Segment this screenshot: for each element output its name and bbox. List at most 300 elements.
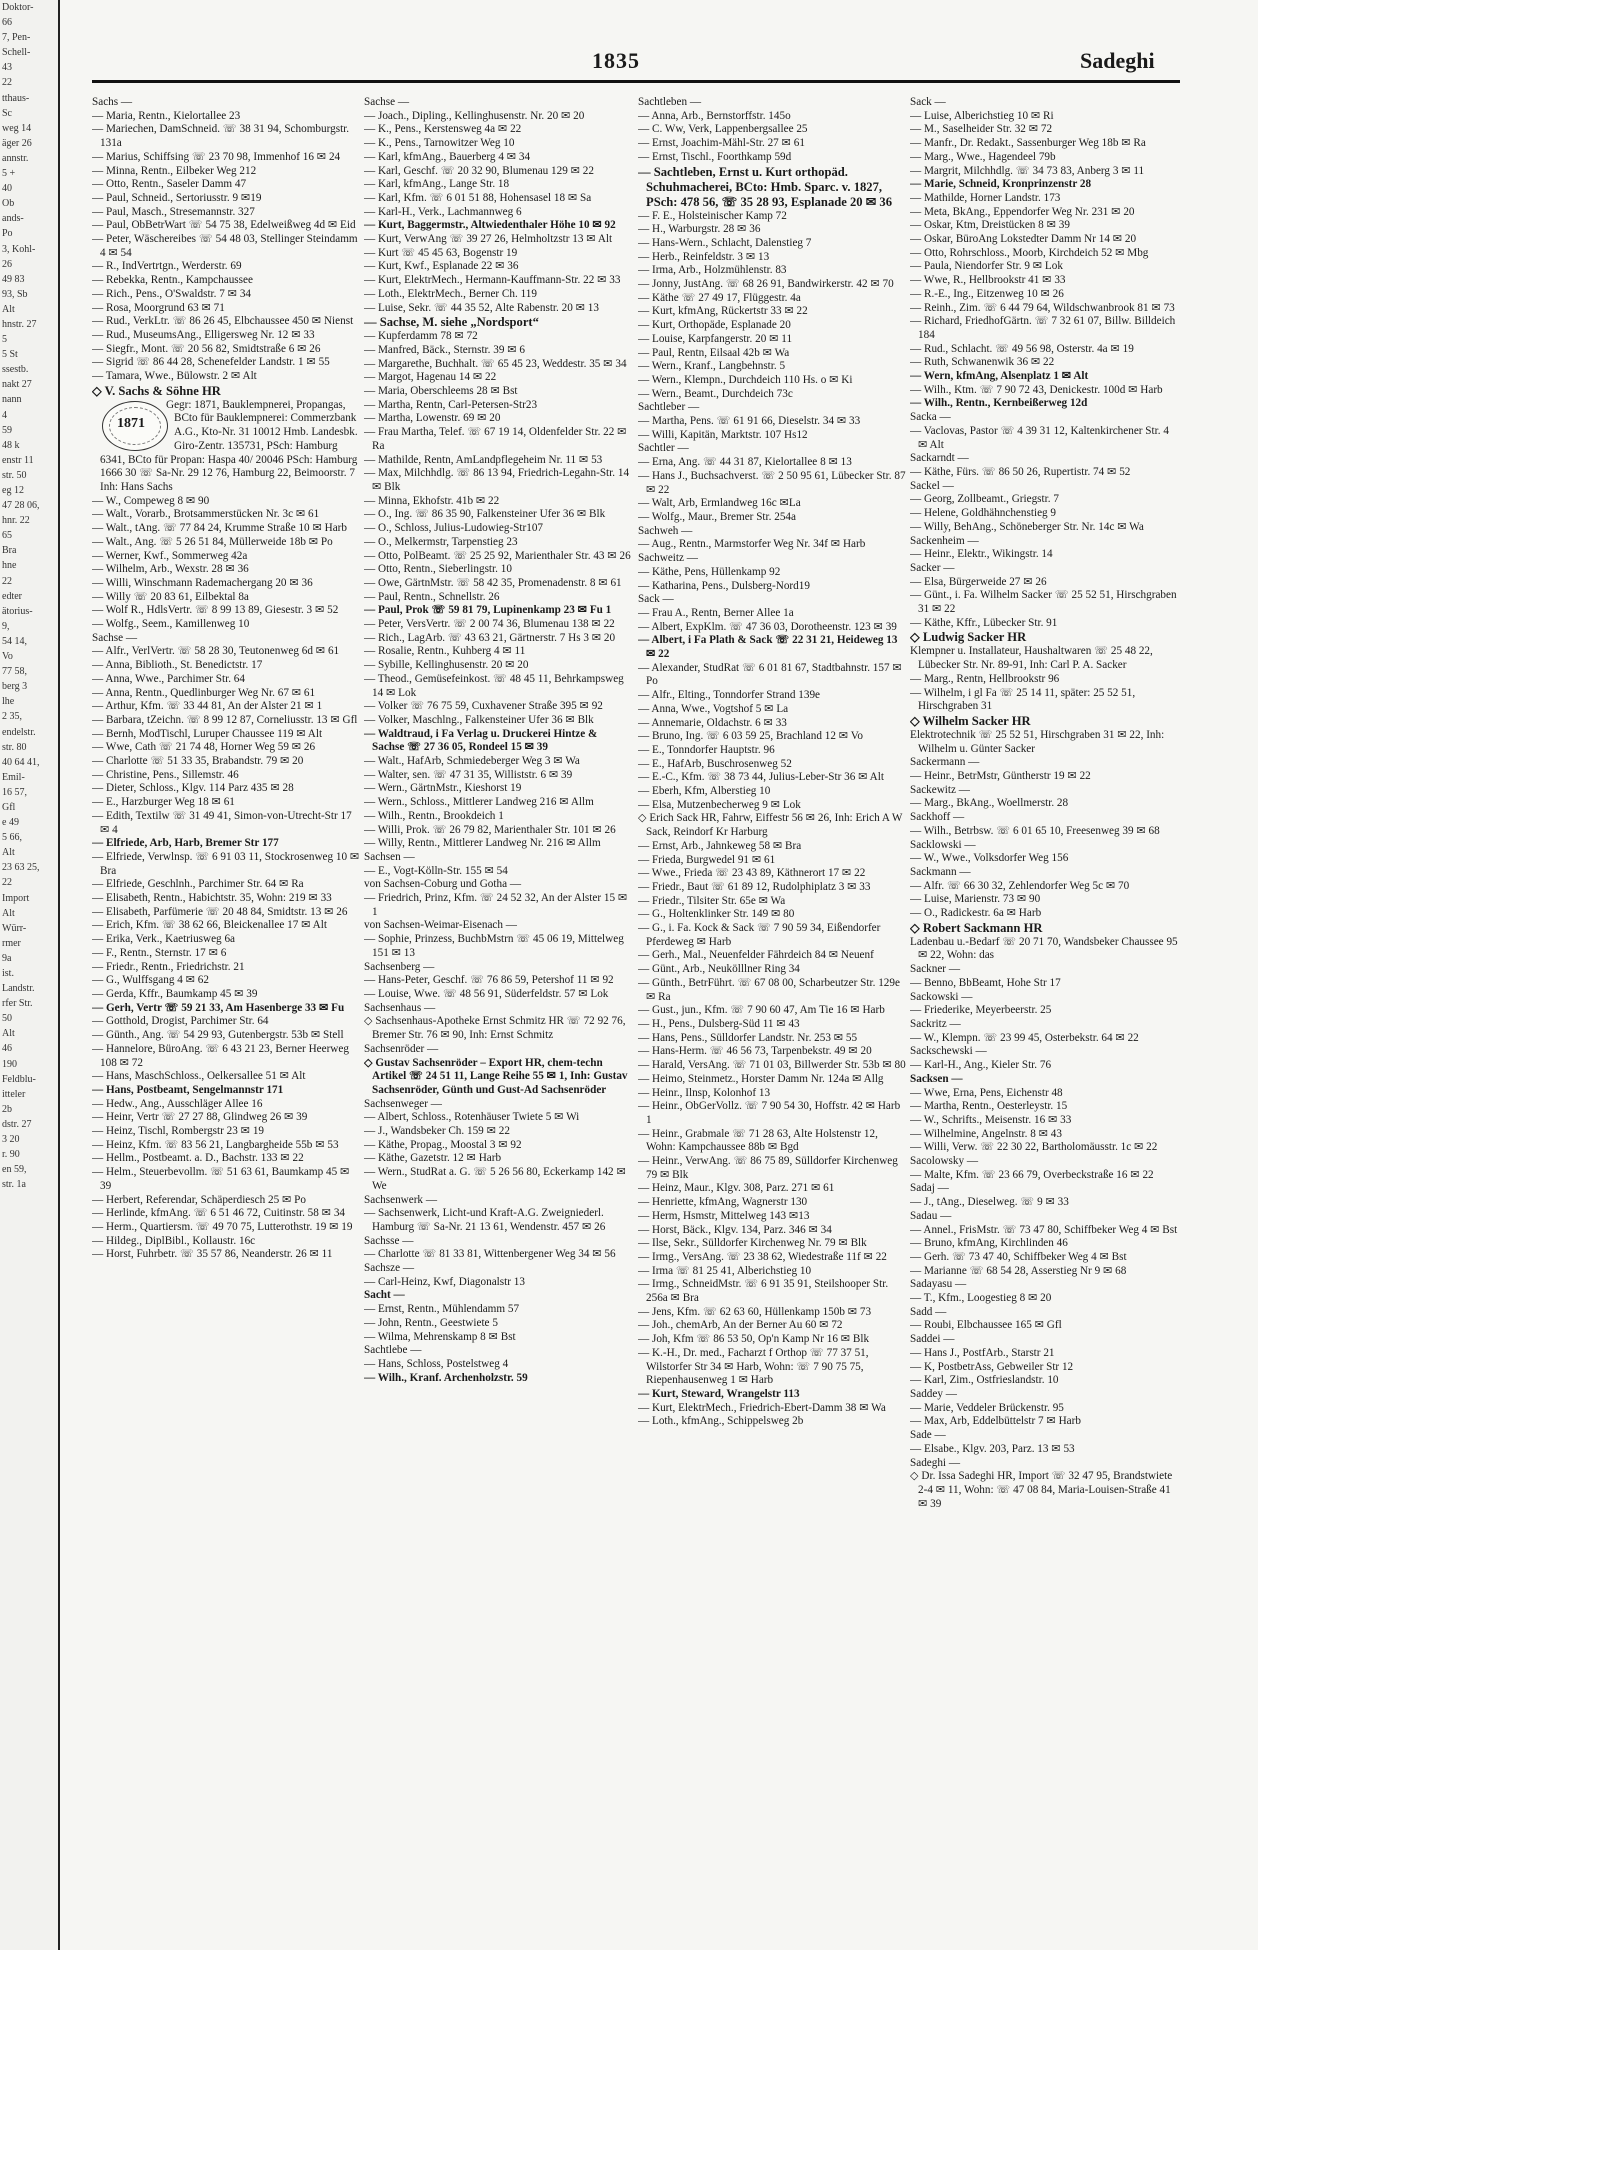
strip-fragment: 50 (2, 1013, 12, 1025)
directory-entry: — Käthe, Pens, Hüllenkamp 92 (638, 565, 781, 578)
directory-entry: Sacksen — (910, 1072, 963, 1085)
directory-entry: Sachtlebe — (364, 1344, 422, 1357)
directory-entry: — Hedw., Ang., Ausschläger Allee 16 (92, 1097, 263, 1110)
directory-entry: — Heinr., Grabmale ☏ 71 28 63, Alte Holstenstr 12, Wohn: Kampchaussee 88b ✉ Bgd (638, 1127, 878, 1154)
directory-entry: — Wwe, Erna, Pens, Eichenstr 48 (910, 1086, 1063, 1099)
directory-entry: — Otto, Rentn., Sieberlingstr. 10 (364, 563, 512, 576)
directory-entry: ◇ Wilhelm Sacker HR (910, 713, 1031, 728)
directory-entry: — Minna, Ekhofstr. 41b ✉ 22 (364, 494, 500, 507)
directory-entry: — Willi, Verw. ☏ 22 30 22, Bartholomäusstr. 1c ✉ 22 (910, 1141, 1158, 1154)
directory-entry: — Paul, Masch., Stresemannstr. 327 (92, 205, 255, 218)
directory-entry: — Rud., MuseumsAng., Elligersweg Nr. 12 ✉ 33 (92, 328, 315, 341)
directory-entry: — Jens, Kfm. ☏ 62 63 60, Hüllenkamp 150b ✉ 73 (638, 1305, 872, 1318)
directory-entry: — Kurt, Kwf., Esplanade 22 ✉ 36 (364, 260, 519, 273)
directory-entry: — Frau A., Rentn, Berner Allee 1a (638, 606, 794, 619)
directory-entry: — Siegfr., Mont. ☏ 20 56 82, Smidtstraße 6 ✉ 26 (92, 342, 321, 355)
strip-fragment: 5 St (2, 349, 18, 361)
strip-fragment: nakt 27 (2, 379, 32, 391)
directory-entry: — Wilma, Mehrenskamp 8 ✉ Bst (364, 1330, 516, 1343)
directory-entry: — Willy ☏ 20 83 61, Eilbektal 8a (92, 590, 249, 603)
directory-entry: — M., Saselheider Str. 32 ✉ 72 (910, 123, 1053, 136)
directory-entry: — Annel., FrisMstr. ☏ 73 47 80, Schiffbeker Weg 4 ✉ Bst (910, 1223, 1178, 1236)
directory-entry: — Louise, Wwe. ☏ 48 56 91, Süderfeldstr. 57 ✉ Lok (364, 988, 609, 1000)
strip-fragment: 49 83 (2, 273, 25, 285)
directory-entry: Saddey — (910, 1387, 957, 1400)
directory-entry: — Marg., Rentn, Hellbrookstr 96 (910, 672, 1060, 685)
directory-entry: — W., Klempn. ☏ 23 99 45, Osterbekstr. 64 ✉ 22 (910, 1031, 1139, 1044)
directory-entry: — Kurt ☏ 45 45 63, Bogenstr 19 (364, 246, 518, 259)
directory-entry: Sadeghi — (910, 1456, 961, 1469)
directory-entry: — K, PostbetrAss, Gebweiler Str 12 (910, 1360, 1074, 1373)
directory-entry: — E.-C., Kfm. ☏ 38 73 44, Julius-Leber-Str 36 ✉ Alt (638, 771, 884, 784)
strip-fragment: 23 63 25, (2, 862, 40, 874)
directory-entry: — Volker, Maschlng., Falkensteiner Ufer 36 ✉ Blk (364, 713, 594, 726)
strip-fragment: rmer (2, 937, 21, 949)
directory-entry: von Sachsen-Coburg und Gotha — (364, 878, 522, 891)
firm-seal-emblem (102, 401, 168, 451)
strip-fragment: en 59, (2, 1164, 27, 1176)
strip-fragment: eg 12 (2, 485, 24, 496)
directory-entry: ◇ Robert Sackmann HR (910, 920, 1043, 935)
directory-entry: — Helene, Goldhähnchenstieg 9 (910, 507, 1057, 520)
directory-entry: — Hildeg., DiplBibl., Kollaustr. 16c (92, 1234, 256, 1247)
directory-entry: — C. Ww, Verk, Lappenbergsallee 25 (638, 123, 808, 136)
directory-entry: — Marie, Veddeler Brückenstr. 95 (910, 1401, 1064, 1414)
directory-entry: — K., Pens., Kerstensweg 4a ✉ 22 (364, 123, 522, 136)
directory-entry: — Elsa, Bürgerweide 27 ✉ 26 (910, 575, 1047, 588)
directory-entry: — Wern., Beamt., Durchdeich 73c (638, 387, 793, 400)
directory-entry: — Karl, Zim., Ostfrieslandstr. 10 (910, 1374, 1059, 1387)
strip-fragment: 46 (2, 1043, 12, 1055)
directory-entry: Sadd — (910, 1305, 947, 1318)
directory-entry: — Margarethe, Buchhalt. ☏ 65 45 23, Weddestr. 35 ✉ 34 (364, 357, 627, 370)
strip-fragment: str. 1a (2, 1179, 26, 1191)
directory-entry: — Kurt, Orthopäde, Esplanade 20 (638, 319, 791, 332)
directory-entry: — Martha, Rentn., Oesterleystr. 15 (910, 1100, 1068, 1113)
directory-entry: — E., Tonndorfer Hauptstr. 96 (638, 743, 775, 756)
directory-entry: — Margot, Hagenau 14 ✉ 22 (364, 371, 497, 384)
directory-entry: — Reinh., Zim. ☏ 6 44 79 64, Wildschwanbrook 81 ✉ 73 (910, 301, 1175, 314)
directory-entry: — O., Radickestr. 6a ✉ Harb (910, 907, 1042, 920)
directory-entry: — G., Holtenklinker Str. 149 ✉ 80 (638, 908, 795, 921)
directory-entry: — Sachsenwerk, Licht-und Kraft-A.G. Zweigniederl. Hamburg ☏ Sa-Nr. 21 13 61, Wendenstr. 457 ✉ 26 (364, 1207, 606, 1233)
header-rule (92, 80, 1180, 83)
directory-entry: — Christine, Pens., Sillemstr. 46 (92, 768, 239, 781)
strip-fragment: 9a (2, 952, 12, 964)
directory-entry: — Sigrid ☏ 86 44 28, Schenefelder Landstr. 1 ✉ 55 (92, 356, 330, 369)
directory-entry: Sackel — (910, 479, 954, 492)
strip-fragment: 40 (2, 183, 12, 195)
directory-entry: — Theod., Gemüsefeinkost. ☏ 48 45 11, Behrkampsweg 14 ✉ Lok (364, 672, 624, 699)
strip-fragment: itteler (2, 1088, 26, 1100)
strip-fragment: 7, Pen- (2, 32, 31, 44)
directory-entry: — Wilh., Kranf. Archenholzstr. 59 (364, 1371, 528, 1384)
strip-fragment: str. 50 (2, 469, 27, 481)
directory-entry: — Käthe, Kffr., Lübecker Str. 91 (910, 616, 1058, 629)
directory-column-3 (638, 96, 906, 1916)
firm-entry-with-seal (92, 399, 360, 495)
directory-entry: — Eberh, Kfm, Alberstieg 10 (638, 785, 771, 798)
directory-entry: — J., tAng., Dieselweg. ☏ 9 ✉ 33 (910, 1196, 1069, 1209)
strip-fragment: ist. (2, 968, 14, 979)
directory-entry: — Rich., Pens., O'Swaldstr. 7 ✉ 34 (92, 287, 252, 300)
strip-fragment: äger 26 (2, 137, 32, 149)
directory-entry: — Heinr, Vertr ☏ 27 27 88, Glindweg 26 ✉ 39 (92, 1111, 308, 1124)
directory-entry: — Friederike, Meyerbeerstr. 25 (910, 1004, 1052, 1017)
directory-entry: — Wern., StudRat a. G. ☏ 5 26 56 80, Eckerkamp 142 ✉ We (364, 1166, 626, 1192)
directory-entry: — Max, Milchhdlg. ☏ 86 13 94, Friedrich-Legahn-Str. 14 ✉ Blk (364, 467, 630, 493)
directory-entry: — Ernst, Joachim-Mähl-Str. 27 ✉ 61 (638, 137, 805, 150)
directory-entry: — Hans J., Buchsachverst. ☏ 2 50 95 61, Lübecker Str. 87 ✉ 22 (638, 469, 906, 496)
directory-entry: — Wern., Klempn., Durchdeich 110 Hs. o ✉ Ki (638, 373, 853, 386)
directory-entry: — Elisabeth, Parfümerie ☏ 20 48 84, Smidtstr. 13 ✉ 26 (92, 905, 348, 918)
strip-fragment: Vo (2, 651, 13, 663)
directory-entry: Sackritz — (910, 1018, 961, 1030)
directory-entry: — Rich., LagArb. ☏ 43 63 21, Gärtnerstr. 7 Hs 3 ✉ 20 (364, 631, 616, 644)
directory-entry: — Vaclovas, Pastor ☏ 4 39 31 12, Kaltenkirchener Str. 4 ✉ Alt (910, 424, 1169, 451)
directory-entry: Sadayasu — (910, 1278, 967, 1291)
directory-entry: — Alfr. ☏ 66 30 32, Zehlendorfer Weg 5c ✉ 70 (910, 879, 1130, 892)
strip-fragment: Emil- (2, 771, 25, 783)
directory-entry: — Irmg., SchneidMstr. ☏ 6 91 35 91, Steilshooper Str. 256a ✉ Bra (638, 1278, 889, 1305)
strip-fragment: r. 90 (2, 1149, 20, 1161)
strip-fragment: Schell- (2, 47, 31, 59)
directory-entry: — Heinz, Kfm. ☏ 83 56 21, Langbargheide 55b ✉ 53 (92, 1138, 339, 1151)
directory-entry: Sachtleben — (638, 96, 702, 108)
strip-fragment: 66 (2, 17, 12, 29)
directory-entry: — K., Pens., Tarnowitzer Weg 10 (364, 137, 515, 150)
directory-entry: — Wwe, Cath ☏ 21 74 48, Horner Weg 59 ✉ 26 (92, 741, 316, 754)
directory-entry: — O., Schloss, Julius-Ludowieg-Str107 (364, 522, 543, 535)
strip-fragment: 3, Kohl- (2, 243, 36, 255)
directory-entry: Sacklowski — (910, 838, 976, 851)
directory-entry: Sachtler — (638, 442, 689, 455)
directory-entry: — Paul, Rentn., Schnellstr. 26 (364, 590, 500, 603)
strip-fragment: Po (2, 228, 13, 240)
directory-entry: — Alfr., Elting., Tonndorfer Strand 139e (638, 689, 821, 702)
directory-entry: — Martha, Pens. ☏ 61 91 66, Dieselstr. 34 ✉ 33 (638, 415, 861, 428)
strip-fragment: annstr. (2, 152, 29, 164)
directory-entry: — Georg, Zollbeamt., Griegstr. 7 (910, 493, 1059, 506)
directory-entry: — Friedr., Rentn., Friedrichstr. 21 (92, 960, 245, 973)
strip-fragment: weg 14 (2, 122, 32, 134)
directory-entry: — Barbara, tZeichn. ☏ 8 99 12 87, Corneliusstr. 13 ✉ Gfl (92, 713, 358, 726)
directory-entry: — Meta, BkAng., Eppendorfer Weg Nr. 231 ✉ 20 (910, 205, 1135, 218)
directory-entry: Sackarndt — (910, 452, 969, 465)
strip-fragment: nann (2, 394, 22, 406)
directory-entry: — Luise, Alberichstieg 10 ✉ Ri (910, 109, 1054, 122)
directory-entry: — Owe, GärtnMstr. ☏ 58 42 35, Promenadenstr. 8 ✉ 61 (364, 576, 622, 589)
strip-fragment: 65 (2, 530, 12, 542)
strip-fragment: Alt (2, 303, 15, 315)
directory-entry: — Malte, Kfm. ☏ 23 66 79, Overbeckstraße 16 ✉ 22 (910, 1168, 1154, 1181)
directory-entry: Sackewitz — (910, 783, 970, 796)
directory-entry: — Ernst, Rentn., Mühlendamm 57 (364, 1303, 520, 1316)
directory-entry: — Luise, Sekr. ☏ 44 35 52, Alte Rabenstr. 20 ✉ 13 (364, 301, 599, 314)
directory-entry: Sade — (910, 1429, 946, 1442)
directory-entry: von Sachsen-Weimar-Eisenach — (364, 919, 517, 932)
directory-entry: Sachsenwerk — (364, 1193, 438, 1206)
strip-fragment: 22 (2, 877, 12, 889)
directory-entry: Sackowski — (910, 990, 973, 1003)
directory-entry: — Willi, Winschmann Rademachergang 20 ✉ 36 (92, 576, 313, 589)
directory-entry: — Wwe., Frieda ☏ 23 43 89, Käthnerort 17 ✉ 22 (638, 867, 866, 880)
strip-fragment: ssestb. (2, 364, 29, 376)
directory-entry: — Waldtraud, i Fa Verlag u. Druckerei Hintze & Sachse ☏ 27 36 05, Rondeel 15 ✉ 39 (364, 727, 598, 754)
directory-entry: — Marius, Schiffsing ☏ 23 70 98, Immenhof 16 ✉ 24 (92, 150, 341, 163)
directory-entry: — Friedr., Tilsiter Str. 65e ✉ Wa (638, 894, 786, 907)
directory-entry: — Alexander, StudRat ☏ 6 01 81 67, Stadtbahnstr. 157 ✉ Po (638, 661, 902, 688)
strip-fragment: Alt (2, 907, 15, 919)
directory-entry: — Wern., Schloss., Mittlerer Landweg 216 ✉ Allm (364, 796, 594, 809)
directory-entry: — Kurt, VerwAng ☏ 39 27 26, Helmholtzstr 13 ✉ Alt (364, 233, 613, 246)
strip-fragment: 9, (2, 620, 10, 632)
directory-entry: Sacolowsky — (910, 1155, 979, 1168)
directory-entry: — Roubi, Elbchaussee 165 ✉ Gfl (910, 1319, 1062, 1332)
directory-entry: — Marg., BkAng., Woellmerstr. 28 (910, 797, 1069, 810)
directory-entry: Sachs — (92, 96, 133, 108)
directory-entry: — Marg., Wwe., Hagendeel 79b (910, 150, 1056, 163)
strip-fragment: ätorius- (2, 605, 33, 617)
directory-entry: — Friedr., Baut ☏ 61 89 12, Rudolphiplatz 3 ✉ 33 (638, 880, 871, 893)
directory-entry: — Gerh., Mal., Neuenfelder Fährdeich 84 ✉ Neuenf (638, 949, 874, 962)
directory-entry: Sachweh — (638, 524, 693, 537)
directory-entry: — K.-H., Dr. med., Facharzt f Orthop ☏ 77 37 51, Wilstorfer Str 34 ✉ Harb, Wohn: ☏ 7 90 75 75, Riepenhausenweg 1 ✉ Harb (638, 1346, 869, 1387)
directory-entry: — Horst, Bäck., Klgv. 134, Parz. 346 ✉ 34 (638, 1223, 832, 1236)
directory-entry: — Erich, Kfm. ☏ 38 62 66, Bleickenallee 17 ✉ Alt (92, 919, 327, 932)
directory-entry: — Sachtleben, Ernst u. Kurt orthopäd. Schuhmacherei, BCto: Hmb. Sparc. v. 1827, PSch: 478 56, ☏ 35 28 93, Esplanade 20 ✉ 36 (638, 164, 893, 209)
strip-fragment: Ob (2, 198, 15, 210)
directory-entry: ◇ Erich Sack HR, Fahrw, Eiffestr 56 ✉ 26, Inh: Erich A W Sack, Reindorf Kr Harburg (638, 812, 903, 839)
directory-entry: ◇ Ludwig Sacker HR (910, 630, 1027, 645)
directory-entry: — Karl, kfmAng., Bauerberg 4 ✉ 34 (364, 150, 531, 163)
strip-fragment: 22 (2, 77, 12, 89)
directory-entry: — Elfriede, Geschlnh., Parchimer Str. 64 ✉ Ra (92, 878, 304, 891)
directory-entry: — H., Warburgstr. 28 ✉ 36 (638, 223, 761, 236)
directory-entry: — Bruno, kfmAng, Kirchlinden 46 (910, 1237, 1068, 1250)
directory-entry: — Wolfg., Seem., Kamillenweg 10 (92, 618, 250, 631)
directory-column-4 (910, 96, 1178, 1916)
directory-entry: — Alfr., VerlVertr. ☏ 58 28 30, Teutonenweg 6d ✉ 61 (92, 645, 340, 658)
directory-entry: — Gust., jun., Kfm. ☏ 7 90 60 47, Am Tie 16 ✉ Harb (638, 1004, 885, 1017)
directory-entry: — Max, Arb, Eddelbüttelstr 7 ✉ Harb (910, 1415, 1081, 1428)
directory-entry: — R., IndVertrtgn., Werderstr. 69 (92, 260, 242, 273)
directory-entry: — Friedrich, Prinz, Kfm. ☏ 24 52 32, An der Alster 15 ✉ 1 (364, 892, 628, 918)
directory-entry: — Walt., HafArb, Schmiedeberger Weg 3 ✉ Wa (364, 755, 580, 768)
directory-entry: — Elsabe., Klgv. 203, Parz. 13 ✉ 53 (910, 1442, 1075, 1455)
directory-entry: — Kurt, Baggermstr., Altwiedenthaler Höhe 10 ✉ 92 (364, 219, 616, 232)
directory-entry: — Heinr., BetrMstr, Güntherstr 19 ✉ 22 (910, 770, 1091, 783)
directory-entry: — Paul, Rentn, Eilsaal 42b ✉ Wa (638, 346, 790, 359)
directory-entry: — Oskar, Ktm, Dreistücken 8 ✉ 39 (910, 219, 1070, 232)
directory-entry: — W., Wwe., Volksdorfer Weg 156 (910, 852, 1069, 865)
directory-entry: — Maria, Oberschleems 28 ✉ Bst (364, 385, 518, 398)
strip-fragment: 59 (2, 424, 12, 436)
directory-entry: — Heinz, Maur., Klgv. 308, Parz. 271 ✉ 61 (638, 1182, 835, 1195)
directory-entry: — Günth., BetrFührt. ☏ 67 08 00, Scharbeutzer Str. 129e ✉ Ra (638, 976, 900, 1003)
directory-entry: — Herm, Hsmstr, Mittelweg 143 ✉13 (638, 1209, 810, 1222)
directory-entry: — Hans, Pens., Sülldorfer Landstr. Nr. 253 ✉ 55 (638, 1031, 858, 1044)
strip-fragment: 5 + (2, 168, 16, 180)
directory-entry: Saddei — (910, 1333, 955, 1346)
directory-entry: — Walt., Ang. ☏ 5 26 51 84, Müllerweide 18b ✉ Po (92, 535, 333, 548)
directory-entry: — Joh., chemArb, An der Berner Au 60 ✉ 72 (638, 1319, 843, 1332)
directory-entry: — Hans, MaschSchloss., Oelkersallee 51 ✉ Alt (92, 1070, 306, 1083)
directory-entry: Sadau — (910, 1209, 952, 1222)
strip-fragment: 2b (2, 1103, 12, 1115)
directory-entry: — Irma, Arb., Holzmühlenstr. 83 (638, 264, 787, 277)
directory-entry: Sack — (638, 593, 674, 606)
strip-fragment: 5 (2, 334, 7, 346)
strip-fragment: berg 3 (2, 681, 28, 693)
directory-entry: — Mathilde, Horner Landstr. 173 (910, 191, 1061, 204)
directory-entry: — Karl-H., Verk., Lachmannweg 6 (364, 205, 522, 218)
directory-entry: — Margrit, Milchhdlg. ☏ 34 73 83, Anberg 3 ✉ 11 (910, 164, 1145, 177)
page-number: 1835 (592, 48, 640, 73)
directory-column-2 (364, 96, 632, 1916)
directory-entry: — Paul, ObBetrWart ☏ 54 75 38, Edelweißweg 4d ✉ Eid (92, 219, 356, 232)
directory-entry: — Heinr., ObGerVollz. ☏ 7 90 54 30, Hoffstr. 42 ✉ Harb 1 (638, 1100, 901, 1126)
directory-entry: — Albert, Schloss., Rotenhäuser Twiete 5 ✉ Wi (364, 1111, 580, 1124)
running-head: Sadeghi (1080, 48, 1155, 73)
directory-entry: — Werner, Kwf., Sommerweg 42a (92, 549, 248, 562)
directory-entry: Sachsse — (364, 1234, 414, 1247)
directory-entry: — Hans-Wern., Schlacht, Dalenstieg 7 (638, 236, 812, 249)
strip-fragment: Landstr. (2, 983, 35, 995)
directory-entry: — Heinr., Elektr., Wikingstr. 14 (910, 548, 1053, 561)
directory-entry: — Benno, BbBeamt, Hohe Str 17 (910, 976, 1061, 989)
directory-entry: — E., Vogt-Kölln-Str. 155 ✉ 54 (364, 864, 508, 877)
directory-entry: — Hans, Postbeamt, Sengelmannstr 171 (92, 1083, 284, 1096)
directory-entry: — Elsa, Mutzenbecherweg 9 ✉ Lok (638, 798, 801, 811)
directory-entry: — Edith, Textilw ☏ 31 49 41, Simon-von-Utrecht-Str 17 ✉ 4 (92, 809, 352, 836)
strip-fragment: rfer Str. (2, 998, 33, 1010)
directory-entry: — Sybille, Kellinghusenstr. 20 ✉ 20 (364, 659, 529, 672)
directory-entry: — Paula, Niendorfer Str. 9 ✉ Lok (910, 260, 1063, 273)
directory-entry: — Carl-Heinz, Kwf, Diagonalstr 13 (364, 1275, 525, 1288)
directory-entry: — Ilse, Sekr., Sülldorfer Kirchenweg Nr. 79 ✉ Blk (638, 1237, 867, 1250)
directory-entry: — Erna, Ang. ☏ 44 31 87, Kielortallee 8 ✉ 13 (638, 456, 852, 469)
directory-entry: — Willi, Kapitän, Marktstr. 107 Hs12 (638, 428, 808, 441)
directory-entry: — Wolfg., Maur., Bremer Str. 254a (638, 510, 796, 523)
directory-entry: — Wilhelm, Arb., Wexstr. 28 ✉ 36 (92, 563, 249, 576)
directory-entry: — Joh, Kfm ☏ 86 53 50, Op'n Kamp Nr 16 ✉ Blk (638, 1333, 870, 1346)
directory-entry: — Henriette, kfmAng, Wagnerstr 130 (638, 1196, 808, 1209)
directory-entry: — Oskar, BüroAng Lokstedter Damm Nr 14 ✉ 20 (910, 233, 1137, 246)
directory-entry: — Hans-Herm. ☏ 46 56 73, Tarpenbekstr. 49 ✉ 20 (638, 1045, 872, 1058)
directory-entry: — Sachse, M. siehe „Nordsport“ (364, 315, 539, 330)
directory-entry: — Ruth, Schwanenwik 36 ✉ 22 (910, 356, 1055, 369)
directory-entry: Sachse — (92, 631, 138, 644)
directory-entry: — Herm., Quartiersm. ☏ 49 70 75, Lutterothstr. 19 ✉ 19 (92, 1220, 353, 1233)
strip-fragment: lhe (2, 696, 15, 708)
directory-entry: — Gerh. ☏ 73 47 40, Schiffbeker Weg 4 ✉ Bst (910, 1250, 1127, 1263)
directory-entry: — Peter, Wäschereibes ☏ 54 48 03, Stellinger Steindamm 4 ✉ 54 (92, 233, 358, 259)
directory-entry: — J., Wandsbeker Ch. 159 ✉ 22 (364, 1125, 510, 1138)
directory-entry: — Hellm., Postbeamt. a. D., Bachstr. 133 ✉ 22 (92, 1152, 304, 1165)
directory-entry: Sackermann — (910, 756, 980, 769)
directory-entry: — O., Ing. ☏ 86 35 90, Falkensteiner Ufer 36 ✉ Blk (364, 508, 606, 521)
directory-entry: — John, Rentn., Geestwiete 5 (364, 1316, 498, 1329)
directory-entry: — Manfr., Dr. Redakt., Sassenburger Weg 18b ✉ Ra (910, 137, 1146, 150)
directory-entry: — Marie, Schneid, Kronprinzenstr 28 (910, 178, 1092, 191)
directory-entry: — Wilh., Betrbsw. ☏ 6 01 65 10, Freesenweg 39 ✉ 68 (910, 824, 1160, 837)
strip-fragment: Alt (2, 1028, 15, 1040)
strip-fragment: 77 58, (2, 666, 27, 678)
strip-fragment: 48 k (2, 439, 20, 451)
directory-entry: — Irmg., VersAng. ☏ 23 38 62, Wiedestraße 11f ✉ 22 (638, 1250, 887, 1263)
strip-fragment: Sc (2, 107, 12, 119)
directory-entry: — Herlinde, kfmAng. ☏ 6 51 46 72, Cuitinstr. 58 ✉ 34 (92, 1207, 346, 1220)
directory-entry: — Günth., Ang. ☏ 54 29 93, Gutenbergstr. 53b ✉ Stell (92, 1029, 344, 1042)
directory-entry: — Willy, Rentn., Mittlerer Landweg Nr. 216 ✉ Allm (364, 837, 601, 850)
directory-entry: — Joach., Dipling., Kellinghusenstr. Nr. 20 ✉ 20 (364, 109, 585, 122)
directory-entry: — F., Rentn., Sternstr. 17 ✉ 6 (92, 946, 227, 959)
directory-entry: — Willy, BehAng., Schöneberger Str. Nr. 14c ✉ Wa (910, 520, 1144, 533)
adjacent-page-strip (0, 0, 60, 1950)
directory-entry: — R.-E., Ing., Eitzenweg 10 ✉ 26 (910, 287, 1064, 300)
directory-entry: Sacker — (910, 561, 955, 574)
directory-entry: — G., Wulffsgang 4 ✉ 62 (92, 974, 209, 987)
directory-entry: — W., Compeweg 8 ✉ 90 (92, 494, 210, 507)
directory-entry: — Willi, Prok. ☏ 26 79 82, Marienthaler Str. 101 ✉ 26 (364, 823, 616, 836)
directory-column-1 (92, 96, 360, 1916)
directory-entry: — Wolf R., HdlsVertr. ☏ 8 99 13 89, Giesestr. 3 ✉ 52 (92, 604, 339, 617)
strip-fragment: 4 (2, 409, 7, 421)
directory-entry: ◇ Sachsenhaus-Apotheke Ernst Schmitz HR ☏ 72 92 76, Bremer Str. 76 ✉ 90, Inh: Ernst Schmitz (364, 1015, 626, 1042)
strip-fragment: enstr 11 (2, 454, 34, 466)
seal-year: 1871 (117, 415, 145, 431)
directory-entry: Sack — (910, 96, 946, 108)
directory-entry: — Anna, Wwe., Parchimer Str. 64 (92, 672, 245, 685)
directory-entry: — Hans J., PostfArb., Starstr 21 (910, 1346, 1055, 1359)
directory-entry: Sackhoff — (910, 811, 965, 824)
directory-entry: — Anna, Wwe., Vogtshof 5 ✉ La (638, 702, 789, 715)
directory-entry: Sackner — (910, 963, 961, 976)
directory-entry: — Hans-Peter, Geschf. ☏ 76 86 59, Petershof 11 ✉ 92 (364, 974, 614, 987)
strip-fragment: e 49 (2, 817, 19, 829)
directory-entry: — Wern, kfmAng, Alsenplatz 1 ✉ Alt (910, 370, 1089, 383)
directory-entry: Sackschewski — (910, 1045, 987, 1058)
directory-entry: — Frieda, Burgwedel 91 ✉ 61 (638, 853, 776, 866)
strip-fragment: tthaus- (2, 92, 30, 104)
directory-entry: — Karl, Kfm. ☏ 6 01 51 88, Hohensasel 18 ✉ Sa (364, 191, 592, 204)
directory-entry: — Walt., tAng. ☏ 77 84 24, Krumme Straße 10 ✉ Harb (92, 522, 347, 535)
directory-entry: — Katharina, Pens., Dulsberg-Nord19 (638, 579, 810, 592)
directory-entry: — Tamara, Wwe., Bülowstr. 2 ✉ Alt (92, 370, 257, 383)
directory-entry: ◇ Gustav Sachsenröder – Export HR, chem-techn Artikel ☏ 24 51 11, Lange Reihe 55 ✉ 1, Inh: Gustav Sachsenröder, Günth und Gust-Ad Sachsenröder (364, 1056, 628, 1096)
directory-entry: — Loth., kfmAng., Schippelsweg 2b (638, 1415, 804, 1428)
directory-entry: Sacht — (364, 1289, 405, 1302)
directory-entry: Elektrotechnik ☏ 25 52 51, Hirschgraben 31 ✉ 22, Inh: Wilhelm u. Günter Sacker (910, 728, 1165, 755)
directory-entry: — Günt., i. Fa. Wilhelm Sacker ☏ 25 52 51, Hirschgraben 31 ✉ 22 (910, 589, 1177, 616)
directory-entry: — Helm., Steuerbevollm. ☏ 51 63 61, Baumkamp 45 ✉ 39 (92, 1166, 350, 1192)
directory-entry: — Kurt, ElektrMech., Friedrich-Ebert-Damm 38 ✉ Wa (638, 1401, 886, 1414)
directory-entry: — Elisabeth, Rentn., Habichtstr. 35, Wohn: 219 ✉ 33 (92, 892, 332, 905)
directory-entry: Sachsenhaus — (364, 1001, 436, 1014)
strip-fragment: 2 35, (2, 711, 22, 723)
directory-entry: — E., HafArb, Buschrosenweg 52 (638, 757, 792, 770)
directory-entry: — Käthe, Propag., Moostal 3 ✉ 92 (364, 1138, 522, 1151)
directory-entry: — Manfred, Bäck., Sternstr. 39 ✉ 6 (364, 343, 525, 356)
directory-entry: — Walt, Arb, Ermlandweg 16c ✉La (638, 497, 801, 510)
directory-entry: — Otto, Rentn., Saseler Damm 47 (92, 178, 247, 191)
directory-entry: — Kurt, ElektrMech., Hermann-Kauffmann-Str. 22 ✉ 33 (364, 274, 621, 287)
directory-entry: — Heinz, Tischl, Rombergstr 23 ✉ 19 (92, 1125, 265, 1138)
directory-entry: — Käthe ☏ 27 49 17, Flüggestr. 4a (638, 291, 801, 304)
strip-fragment: Bra (2, 545, 17, 557)
directory-entry: — Karl, kfmAng., Lange Str. 18 (364, 178, 510, 191)
